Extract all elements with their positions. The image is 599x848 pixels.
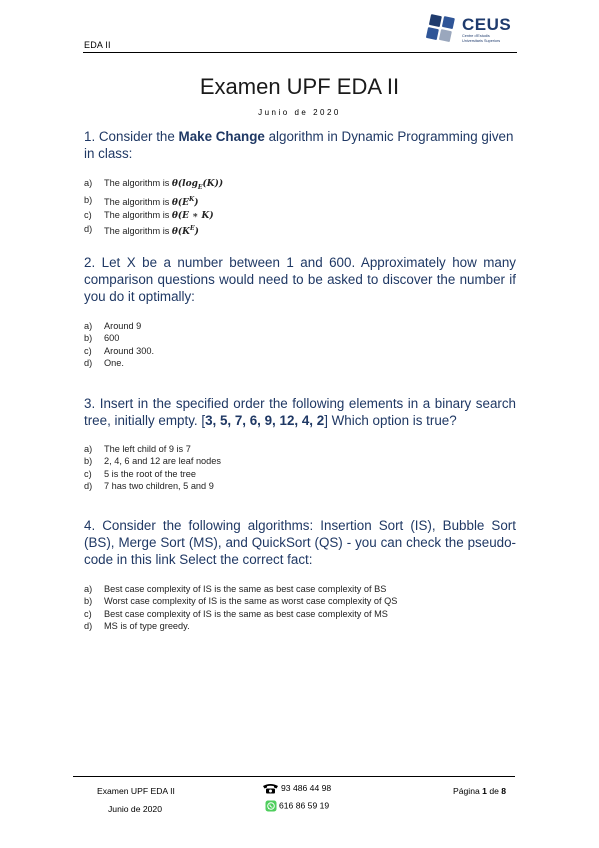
header-label: EDA II bbox=[84, 40, 111, 50]
math-sup: K bbox=[189, 196, 195, 204]
footer-phone bbox=[262, 783, 331, 794]
option-text: Best case complexity of IS is the same as best case complexity of MS bbox=[104, 608, 388, 619]
logo-subtitle bbox=[462, 34, 522, 44]
option-text: Around 300. bbox=[104, 345, 155, 356]
option-key: b) bbox=[84, 596, 93, 607]
option-key: d) bbox=[84, 480, 93, 491]
option-math bbox=[172, 179, 223, 189]
option-key: a) bbox=[84, 178, 93, 188]
option-3c[interactable] bbox=[84, 468, 221, 480]
option-1a[interactable] bbox=[84, 177, 223, 194]
option-2a[interactable] bbox=[84, 320, 154, 332]
question-3-bold: 3, 5, 7, 6, 9, 12, 4, 2 bbox=[205, 413, 325, 428]
option-2d[interactable] bbox=[84, 357, 154, 369]
option-text: Best case complexity of IS is the same as best case complexity of BS bbox=[104, 584, 387, 594]
option-4a[interactable] bbox=[84, 583, 397, 595]
option-text: The algorithm is bbox=[104, 210, 172, 221]
question-1-pre: 1. Consider the bbox=[84, 129, 179, 144]
footer-mobile bbox=[265, 800, 329, 812]
page-prefix: Página bbox=[453, 786, 483, 796]
option-key: b) bbox=[84, 456, 93, 467]
option-1b[interactable] bbox=[84, 194, 223, 209]
ceus-logo-icon bbox=[424, 14, 458, 48]
math-base: θ(K bbox=[171, 226, 191, 237]
option-text: Worst case complexity of IS is the same as worst case complexity of QS bbox=[104, 596, 398, 607]
page-current: 1 bbox=[482, 786, 487, 796]
question-4-options bbox=[84, 583, 397, 632]
math-end: ) bbox=[194, 226, 199, 237]
option-1d[interactable] bbox=[84, 223, 223, 238]
option-3a[interactable] bbox=[84, 443, 221, 455]
option-4c[interactable] bbox=[84, 608, 397, 620]
logo-wordmark: CEUS bbox=[462, 15, 512, 34]
question-2-options bbox=[84, 320, 154, 369]
option-text: The algorithm is bbox=[104, 197, 172, 208]
option-1c[interactable] bbox=[84, 209, 223, 222]
option-2b[interactable] bbox=[84, 332, 154, 344]
whatsapp-icon bbox=[265, 800, 277, 812]
footer-doc-title: Examen UPF EDA II bbox=[97, 786, 175, 796]
question-3 bbox=[84, 395, 516, 429]
option-4d[interactable] bbox=[84, 620, 397, 632]
option-text: The algorithm is bbox=[104, 225, 172, 236]
footer-phone-number: 93 486 44 98 bbox=[281, 783, 332, 793]
option-key: b) bbox=[84, 333, 93, 344]
option-text: 2, 4, 6 and 12 are leaf nodes bbox=[104, 456, 221, 467]
footer-divider bbox=[73, 776, 515, 777]
option-text: MS is of type greedy. bbox=[104, 620, 190, 631]
logo-subtitle-line2: Universitaris Superiors bbox=[462, 39, 501, 43]
option-key: d) bbox=[84, 357, 93, 368]
option-key: a) bbox=[84, 321, 93, 331]
question-3-post: ] Which option is true? bbox=[324, 413, 457, 428]
page-mid: de bbox=[486, 786, 502, 796]
option-key: a) bbox=[84, 584, 93, 594]
option-key: d) bbox=[84, 223, 93, 234]
option-key: b) bbox=[84, 195, 93, 206]
option-text: 5 is the root of the tree bbox=[104, 468, 196, 479]
math-sub: E bbox=[197, 183, 203, 191]
math-sup: E bbox=[190, 224, 195, 232]
document-date: Junio de 2020 bbox=[258, 108, 341, 117]
header-divider bbox=[83, 52, 517, 53]
option-key: a) bbox=[84, 444, 93, 454]
question-1-bold: Make Change bbox=[178, 129, 265, 144]
option-4b[interactable] bbox=[84, 595, 397, 607]
question-1-options bbox=[84, 177, 223, 238]
document-title: Examen UPF EDA II bbox=[199, 74, 400, 99]
option-math bbox=[171, 224, 199, 237]
math-end: ) bbox=[194, 198, 199, 209]
option-3b[interactable] bbox=[84, 455, 221, 467]
option-text: The algorithm is bbox=[104, 178, 172, 188]
question-4: 4. Consider the following algorithms: Insertion Sort (IS), Bubble Sort (BS), Merge Sort (MS), and QuickSort (QS) - you can check the pseudo-code in this link Select the correct fact: bbox=[84, 518, 516, 567]
footer-mobile-number: 616 86 59 19 bbox=[279, 800, 330, 811]
logo-subtitle-line1: Centre d'Estudis bbox=[462, 34, 490, 38]
question-1-post: algorithm in Dynamic Programming given in class: bbox=[84, 129, 514, 161]
option-key: c) bbox=[84, 210, 92, 221]
footer-page-number bbox=[453, 786, 506, 796]
option-2c[interactable] bbox=[84, 345, 154, 357]
telephone-icon bbox=[262, 783, 279, 794]
option-key: c) bbox=[84, 608, 92, 619]
option-math bbox=[172, 198, 199, 208]
option-key: d) bbox=[84, 620, 93, 631]
page-total: 8 bbox=[501, 786, 507, 796]
ceus-logo bbox=[424, 14, 524, 50]
question-1 bbox=[84, 128, 516, 162]
footer-date: Junio de 2020 bbox=[108, 804, 162, 814]
math-end: (K)) bbox=[202, 179, 224, 189]
option-key: c) bbox=[84, 468, 92, 479]
option-key: c) bbox=[84, 345, 92, 356]
math-base: θ(log bbox=[171, 179, 198, 189]
option-text: 600 bbox=[104, 333, 120, 344]
option-text: The left child of 9 is 7 bbox=[104, 444, 191, 454]
question-3-options bbox=[84, 443, 221, 492]
option-text: 7 has two children, 5 and 9 bbox=[104, 480, 214, 491]
option-3d[interactable] bbox=[84, 480, 221, 492]
question-2: 2. Let X be a number between 1 and 600. Approximately how many comparison questions would need to be asked to discover the number if you do it optimally: bbox=[84, 255, 516, 304]
question-3-pre: 3. Insert in the specified order the following elements in a binary search tree, initially empty. [ bbox=[84, 396, 516, 428]
option-text: Around 9 bbox=[104, 321, 142, 331]
option-text: One. bbox=[104, 357, 124, 368]
option-math: θ(E ∗ K) bbox=[171, 211, 214, 222]
math-base: θ(E bbox=[171, 198, 190, 209]
